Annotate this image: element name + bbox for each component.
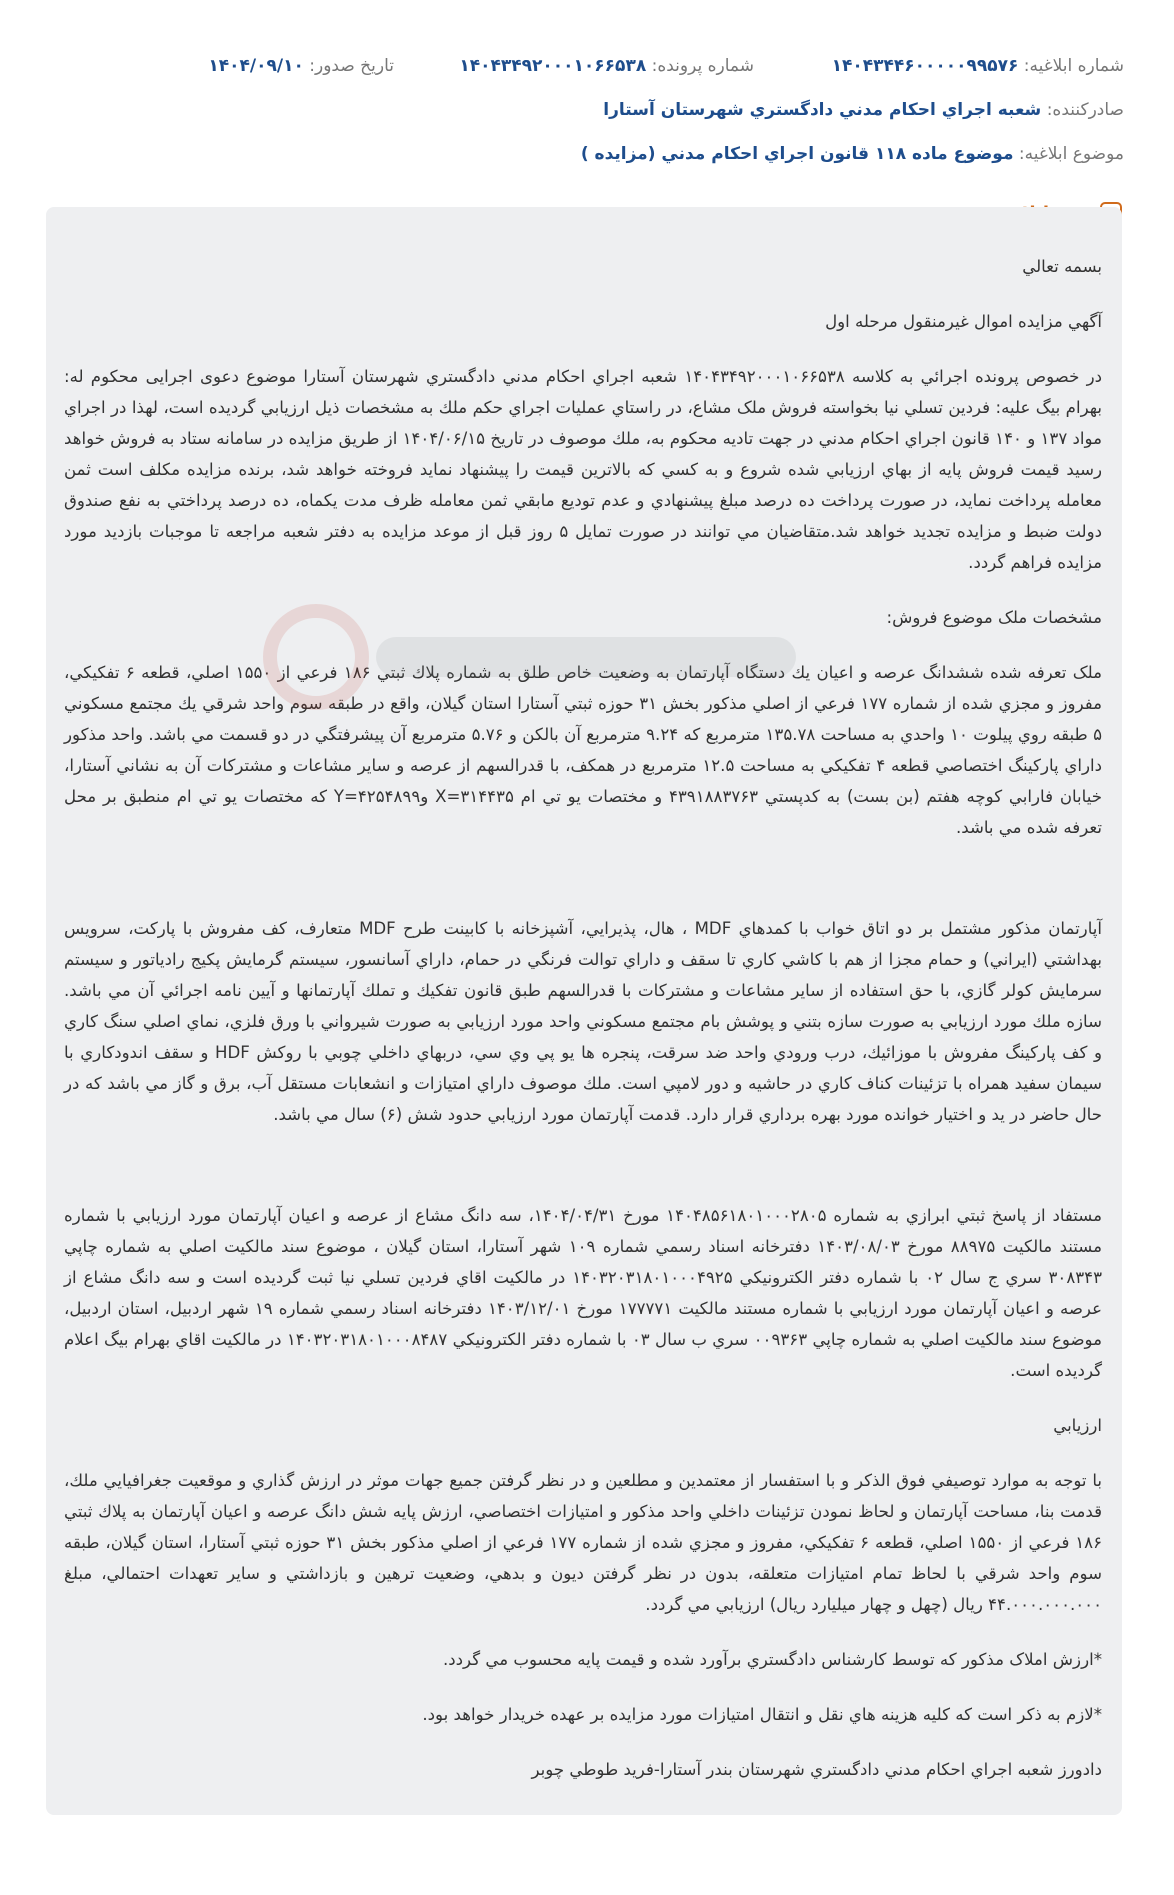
notice-number-label: شماره ابلاغيه: (1023, 56, 1124, 76)
issuer-value: شعبه اجراي احكام مدني دادگستري شهرستان آستارا (603, 100, 1042, 120)
issue-date-value: ۱۴۰۴/۰۹/۱۰ (208, 56, 304, 76)
paragraph-registry: مستفاد از پاسخ ثبتي ابرازي به شماره ۱۴۰۴۸۵۶۱۸۰۱۰۰۰۲۸۰۵ مورخ ۱۴۰۴/۰۴/۳۱، سه دانگ مشاع از عرصه و اعيان آپارتمان مورد ارزيابي با شماره مستند مالكيت ۸۸۹۷۵ مورخ ۱۴۰۳/۰۸/۰۳ دفترخانه اسناد رسمي شماره ۱۰۹ شهر آستارا، استان گيلان ، موضوع سند مالكيت اصلي به شماره چاپي ۳۰۸۳۴۳ سري ج سال ۰۲ با شماره دفتر الكترونيكي ۱۴۰۳۲۰۳۱۸۰۱۰۰۰۴۹۲۵ در مالكيت اقاي فردين تسلي نيا ثبت گرديده است و سه دانگ مشاع از عرصه و اعيان آپارتمان مورد ارزيابي با شماره مستند مالكيت ۱۷۷۷۷۱ مورخ ۱۴۰۳/۱۲/۰۱ دفترخانه اسناد رسمي شماره ۱۹ شهر اردبيل، استان اردبيل، موضوع سند مالكيت اصلي به شماره چاپي ۰۰۹۳۶۳ سري ب سال ۰۳ با شماره دفتر الكترونيكي ۱۴۰۳۲۰۳۱۸۰۱۰۰۰۸۴۸۷ در مالكيت اقاي بهرام بيگ اعلام گرديده است. (64, 1206, 1102, 1380)
subject-value: موضوع ماده ۱۱۸ قانون اجراي احکام مدني (مزايده ) (580, 144, 1014, 164)
paragraph-valuation: با توجه به موارد توصيفي فوق الذكر و با استفسار از معتمدين و مطلعين و در نظر گرفتن جميع جهات موثر در ارزش گذاري و موقعيت جغرافيايي ملك، قدمت بنا، مساحت آپارتمان و لحاظ نمودن تزئينات داخلي واحد مذكور و امتيازات اختصاصي، ارزش پايه شش دانگ عرصه و اعيان آپارتمان به پلاك ثبتي ۱۸۶ فرعي از ۱۵۵۰ اصلي، قطعه ۶ تفکيکي، مفروز و مجزي شده از شماره ۱۷۷ فرعي از اصلي مذكور بخش ۳۱ حوزه ثبتي آستارا، استان گيلان، طبقه سوم واحد شرقي با لحاظ تمام امتيازات متعلقه، بدون در نظر گرفتن ديون و بدهي، وضعيت ترهين و بازداشتي و ساير تعهدات احتمالي، مبلغ ۴۴.۰۰۰.۰۰۰.۰۰۰ ريال (چهل و چهار ميليارد ريال) ارزيابي مي گردد. (64, 1471, 1102, 1614)
issuer-label: صادرکننده: (1046, 100, 1124, 120)
notice-number (832, 56, 1124, 76)
case-number (459, 56, 754, 76)
notice-number-value: ۱۴۰۴۳۴۴۶۰۰۰۰۰۹۹۵۷۶ (831, 56, 1019, 76)
paragraph-property: ملک تعرفه شده ششدانگ عرصه و اعيان يك دستگاه آپارتمان به وضعيت خاص طلق به شماره پلاك ثبتي ۱۸۶ فرعي از ۱۵۵۰ اصلي، قطعه ۶ تفکيکي، مفروز و مجزي شده از شماره ۱۷۷ فرعي از اصلي مذكور بخش ۳۱ حوزه ثبتي آستارا استان گيلان، واقع در طبقه سوم واحد شرقي يك مجتمع مسكوني ۵ طبقه روي پيلوت ۱۰ واحدي به مساحت ۱۳۵.۷۸ مترمربع که ۹.۲۴ مترمربع آن بالكن و ۵.۷۶ مترمربع آن پيشرفتگي در دو قسمت مي باشد. واحد مذكور داراي پاركينگ اختصاصي قطعه ۴ تفکيکي به مساحت ۱۲.۵ مترمربع در همكف، با قدرالسهم از عرصه و ساير مشاعات و مشتركات آن به نشاني آستارا، خيابان فارابي كوچه هفتم (بن بست) به كدپستي ۴۳۹۱۸۸۳۷۶۳ و مختصات يو تي ام X=۳۱۴۴۳۵ وY=۴۲۵۴۸۹۹ كه مختصات يو تي ام منطبق بر محل تعرفه شده مي باشد. (64, 663, 1103, 837)
paragraph-salutation: بسمه تعالي (1022, 257, 1102, 276)
issue-date (208, 56, 394, 76)
case-number-label: شماره پرونده: (651, 56, 754, 76)
paragraph-signature: دادورز شعبه اجراي احکام مدني دادگستري شهرستان بندر آستارا-فريد طوطي چوبر (531, 1760, 1102, 1779)
paragraph-apartment: آپارتمان مذكور مشتمل بر دو اتاق خواب با كمدهاي MDF ، هال، پذيرايي، آشپزخانه با كابينت طرح MDF متعارف، كف مفروش با پاركت، سرويس بهداشتي (ايراني) و حمام مجزا از هم با كاشي كاري تا سقف و داراي توالت فرنگي در حمام، داراي آسانسور، سيستم گرمايش پكيج رادياتور و سيستم سرمايش كولر گازي، با حق استفاده از ساير مشاعات و مشتركات با قدرالسهم طبق قانون تفكيك و تملك آپارتمانها و آيين نامه اجرائي آن مي باشد. سازه ملك مورد ارزيابي به صورت سازه بتني و پوشش بام مجتمع مسكوني واحد مورد ارزيابي به صورت شيرواني با ورق فلزي، نماي اصلي سنگ كاري و كف پاركينگ مفروش با موزائيك، درب ورودي واحد ضد سرقت، پنجره ها يو پي وي سي، دربهاي داخلي چوبي با روكش HDF و سقف اندودكاري با سيمان سفيد همراه با تزئينات كناف كاري در حاشيه و دور لامپي است. ملك موصوف داراي امتيازات و انشعابات مستقل آب، برق و گاز مي باشد كه در حال حاضر در يد و اختيار خوانده مورد بهره برداري قرار دارد. قدمت آپارتمان مورد ارزيابي حدود شش (۶) سال مي باشد. (64, 919, 1102, 1124)
issuer-row (50, 100, 1124, 120)
paragraph-note-1: *ارزش املاک مذکور که توسط کارشناس دادگستري برآورد شده و قيمت پايه محسوب مي گردد. (442, 1650, 1102, 1669)
case-number-value: ۱۴۰۴۳۴۹۲۰۰۰۱۰۶۶۵۳۸ (459, 56, 647, 76)
subject-row (50, 144, 1124, 164)
paragraph-valuation-title: ارزيابي (1053, 1416, 1102, 1435)
paragraph-intro: در خصوص پرونده اجرائي به كلاسه ۱۴۰۴۳۴۹۲۰۰۰۱۰۶۶۵۳۸ شعبه اجراي احكام مدني دادگستري شهرستان آستارا موضوع دعوی اجرايی محکوم له: بهرام بيگ عليه: فردين تسلي نيا بخواسته فروش ملک مشاع، در راستاي عمليات اجراي حکم ملك به مشخصات ذيل ارزيابي گرديده است، لهذا در اجراي مواد ۱۳۷ و ۱۴۰ قانون اجراي احكام مدني در جهت تاديه محكوم به، ملك موصوف در تاريخ ۱۴۰۴/۰۶/۱۵ از طريق مزايده در سامانه ستاد به فروش خواهد رسيد قيمت فروش پايه از بهاي ارزيابي شده شروع و به كسي كه بالاترين قيمت را پيشنهاد نمايد فروخته خواهد شد، برنده مزايده مكلف است ثمن معامله پرداخت نمايد، در صورت پرداخت ده درصد مبلغ پيشنهادي و عدم توديع مابقي ثمن معامله ظرف مدت يكماه، ده درصد پرداختي به نفع صندوق دولت ضبط و مزايده تجديد خواهد شد.متقاضيان مي توانند در صورت تمايل ۵ روز قبل از موعد مزايده به دفتر شعبه مراجعه تا موجبات بازديد مورد مزايده فراهم گردد. (64, 367, 1102, 572)
notice-content-panel (46, 207, 1122, 1815)
paragraph-heading: آگهي مزايده اموال غيرمنقول مرحله اول (825, 312, 1102, 331)
paragraph-note-2: *لازم به ذکر است که کليه هزينه هاي نقل و انتقال امتيازات مورد مزايده بر عهده خريدار خواهد بود. (422, 1705, 1102, 1724)
paragraph-specs-title: مشخصات ملک موضوع فروش: (886, 608, 1102, 627)
issue-date-label: تاريخ صدور: (309, 56, 394, 76)
subject-label: موضوع ابلاغيه: (1018, 144, 1124, 164)
